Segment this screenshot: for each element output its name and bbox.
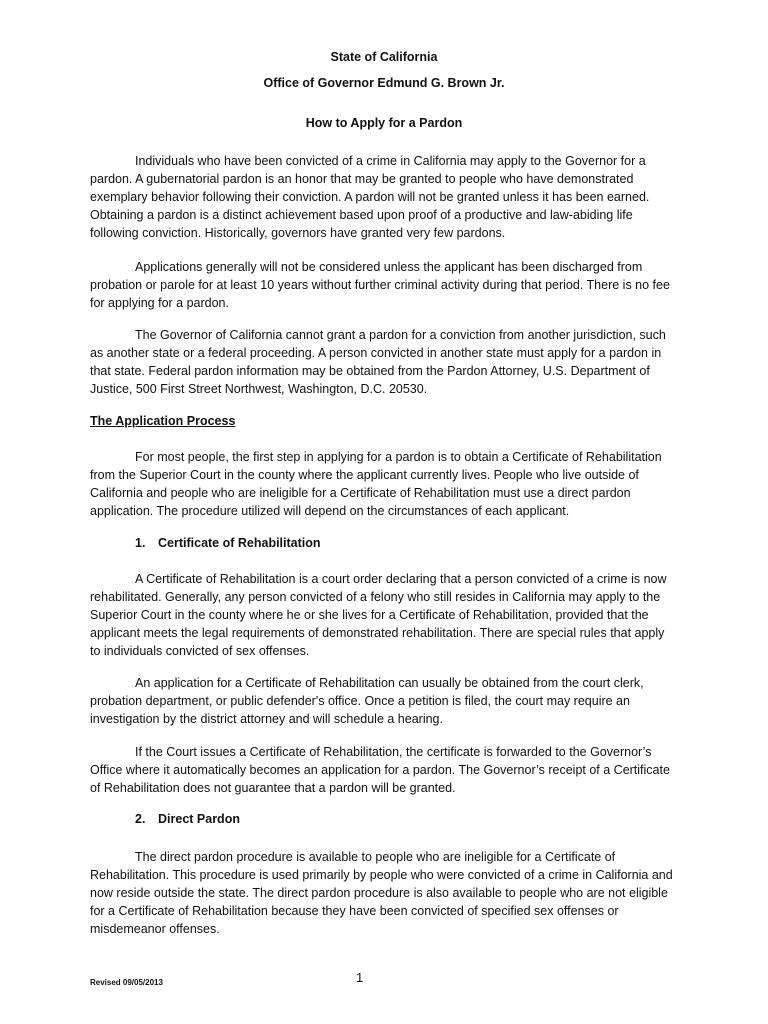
revision-date: Revised 09/05/2013 [90,978,163,987]
paragraph-certificate-application [90,674,678,728]
section-heading-application-process: The Application Process [90,414,236,428]
page-number: 1 [356,970,364,985]
paragraph-intro [90,152,678,242]
section-heading-certificate-label: Certificate of Rehabilitation [158,536,321,550]
header-state: State of California [330,50,438,64]
list-number: 2. [135,812,146,826]
paragraph-first-step [90,448,678,520]
section-heading-direct-pardon [135,812,240,826]
paragraph-eligibility-text: Applications generally will not be considered unless the applicant has been discharged from probation or parole for at least 10 years without further criminal activity during that period. There is no fee for applying for a pardon. [90,260,670,310]
paragraph-certificate-application-text: An application for a Certificate of Rehabilitation can usually be obtained from the court clerk, probation department, or public defender's office. Once a petition is filed, the court may require an investigation by the district attorney and will schedule a hearing. [90,676,644,726]
paragraph-direct-pardon [90,848,678,938]
section-heading-direct-pardon-label: Direct Pardon [158,812,240,826]
header-office: Office of Governor Edmund G. Brown Jr. [263,76,505,90]
paragraph-certificate-forwarded [90,743,678,797]
document-title: How to Apply for a Pardon [305,116,463,130]
paragraph-first-step-text: For most people, the first step in applying for a pardon is to obtain a Certificate of Rehabilitation from the Superior Court in the county where the applicant currently lives. People who live outside of California and people who are ineligible for a Certificate of Rehabilitation must use a direct pardon application. The procedure utilized will depend on the circumstances of each applicant. [90,450,662,518]
paragraph-jurisdiction [90,326,678,398]
paragraph-eligibility [90,258,678,312]
paragraph-certificate-forwarded-text: If the Court issues a Certificate of Rehabilitation, the certificate is forwarded to the Governor’s Office where it automatically becomes an application for a pardon. The Governor’s receipt of a Certificate of Rehabilitation does not guarantee that a pardon will be granted. [90,745,670,795]
paragraph-certificate-definition [90,570,678,660]
section-heading-certificate [135,536,321,550]
paragraph-intro-text: Individuals who have been convicted of a crime in California may apply to the Governor for a pardon. A gubernatorial pardon is an honor that may be granted to people who have demonstrated exemplary behavior following their conviction. A pardon will not be granted unless it has been earned. Obtaining a pardon is a distinct achievement based upon proof of a productive and law-abiding life following conviction. Historically, governors have granted very few pardons. [90,154,650,240]
paragraph-certificate-definition-text: A Certificate of Rehabilitation is a court order declaring that a person convicted of a crime is now rehabilitated. Generally, any person convicted of a felony who still resides in California may apply to the Superior Court in the county where he or she lives for a Certificate of Rehabilitation, provided that the applicant meets the legal requirements of demonstrated rehabilitation. There are special rules that apply to individuals convicted of sex offenses. [90,572,667,658]
paragraph-direct-pardon-text: The direct pardon procedure is available to people who are ineligible for a Certificate of Rehabilitation. This procedure is used primarily by people who were convicted of a crime in California and now reside outside the state. The direct pardon procedure is also available to people who are not eligible for a Certificate of Rehabilitation because they have been convicted of specified sex offenses or misdemeanor offenses. [90,850,673,936]
list-number: 1. [135,536,146,550]
paragraph-jurisdiction-text: The Governor of California cannot grant a pardon for a conviction from another jurisdiction, such as another state or a federal proceeding. A person convicted in another state must apply for a pardon in that state. Federal pardon information may be obtained from the Pardon Attorney, U.S. Department of Justice, 500 First Street Northwest, Washington, D.C. 20530. [90,328,666,396]
